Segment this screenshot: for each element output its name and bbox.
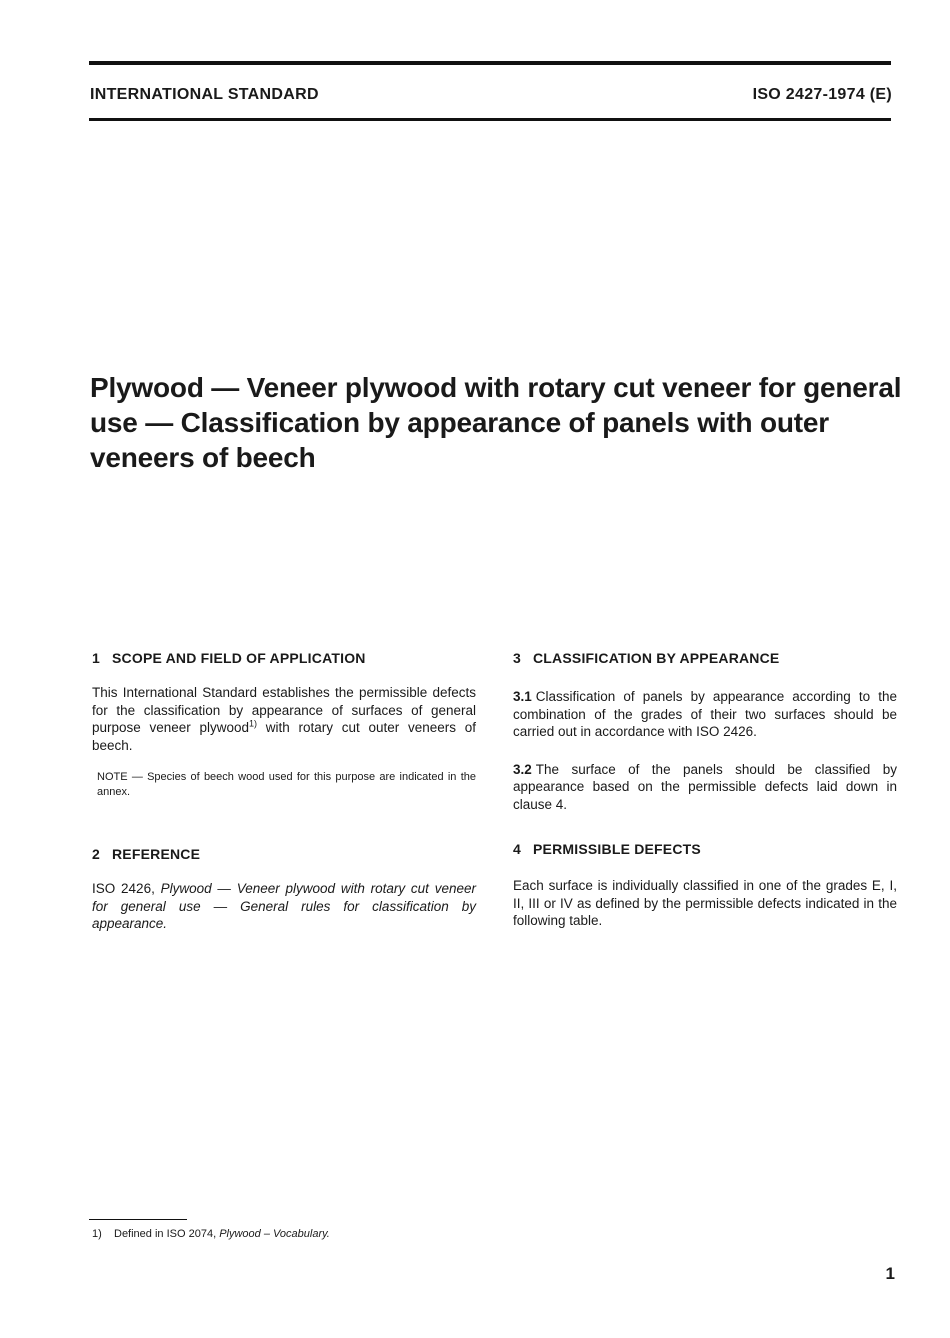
reference-prefix: ISO 2426,: [92, 881, 161, 896]
reference-paragraph: [92, 880, 476, 933]
section-heading-classification: [513, 650, 897, 666]
clause-number: 3.1: [513, 689, 532, 704]
section-heading-reference: [92, 846, 476, 862]
reference-title: Plywood — Veneer plywood with rotary cut veneer for general use — General rules for classification by appearance.: [92, 881, 476, 931]
header-bottom-rule: [89, 118, 891, 121]
footnote: [92, 1228, 330, 1240]
section-number: 2: [92, 846, 100, 862]
header-standard-type: INTERNATIONAL STANDARD: [90, 86, 319, 103]
clause-number: 3.2: [513, 761, 532, 777]
scope-note: NOTE — Species of beech wood used for this purpose are indicated in the annex.: [97, 771, 476, 798]
section-title: CLASSIFICATION BY APPEARANCE: [533, 650, 780, 666]
left-column: [92, 650, 476, 933]
section-title: SCOPE AND FIELD OF APPLICATION: [112, 650, 366, 666]
footnote-reference: 1): [249, 718, 258, 729]
clause-text: The surface of the panels should be classified by appearance based on the permissible defects laid down in clause 4.: [513, 761, 897, 812]
document-title: Plywood — Veneer plywood with rotary cut veneer for general use — Classification by appearance of panels with outer veneers of beech: [90, 372, 902, 473]
scope-paragraph: [92, 684, 476, 754]
section-number: 4: [513, 841, 521, 857]
clause-3-2: [513, 761, 897, 814]
footnote-rule: [89, 1219, 187, 1220]
section-number: 1: [92, 650, 100, 666]
section-title: PERMISSIBLE DEFECTS: [533, 841, 701, 857]
clause-3-1: [513, 688, 897, 741]
section-heading-scope: [92, 650, 476, 666]
clause-text: Classification of panels by appearance according to the combination of the grades of their two surfaces should be carried out in accordance with ISO 2426.: [513, 689, 897, 739]
header-standard-number: ISO 2427-1974 (E): [752, 86, 892, 103]
footnote-title: Plywood – Vocabulary.: [219, 1228, 330, 1240]
footnote-text: Defined in ISO 2074,: [114, 1228, 220, 1240]
page-number: 1: [885, 1264, 895, 1283]
section-title: REFERENCE: [112, 846, 201, 862]
section-number: 3: [513, 650, 521, 666]
scope-text-end: with rotary cut outer veneers of beech.: [92, 720, 476, 753]
header-top-rule: [89, 61, 891, 65]
scope-text: This International Standard establishes the permissible defects for the classification by appearance of surfaces of general purpose veneer plywood: [92, 685, 476, 735]
right-column: [513, 650, 897, 930]
section-heading-defects: [513, 841, 897, 857]
defects-paragraph: Each surface is individually classified in one of the grades E, I, II, III or IV as defined by the permissible defects indicated in the following table.: [513, 878, 897, 928]
footnote-mark: 1): [92, 1228, 102, 1240]
